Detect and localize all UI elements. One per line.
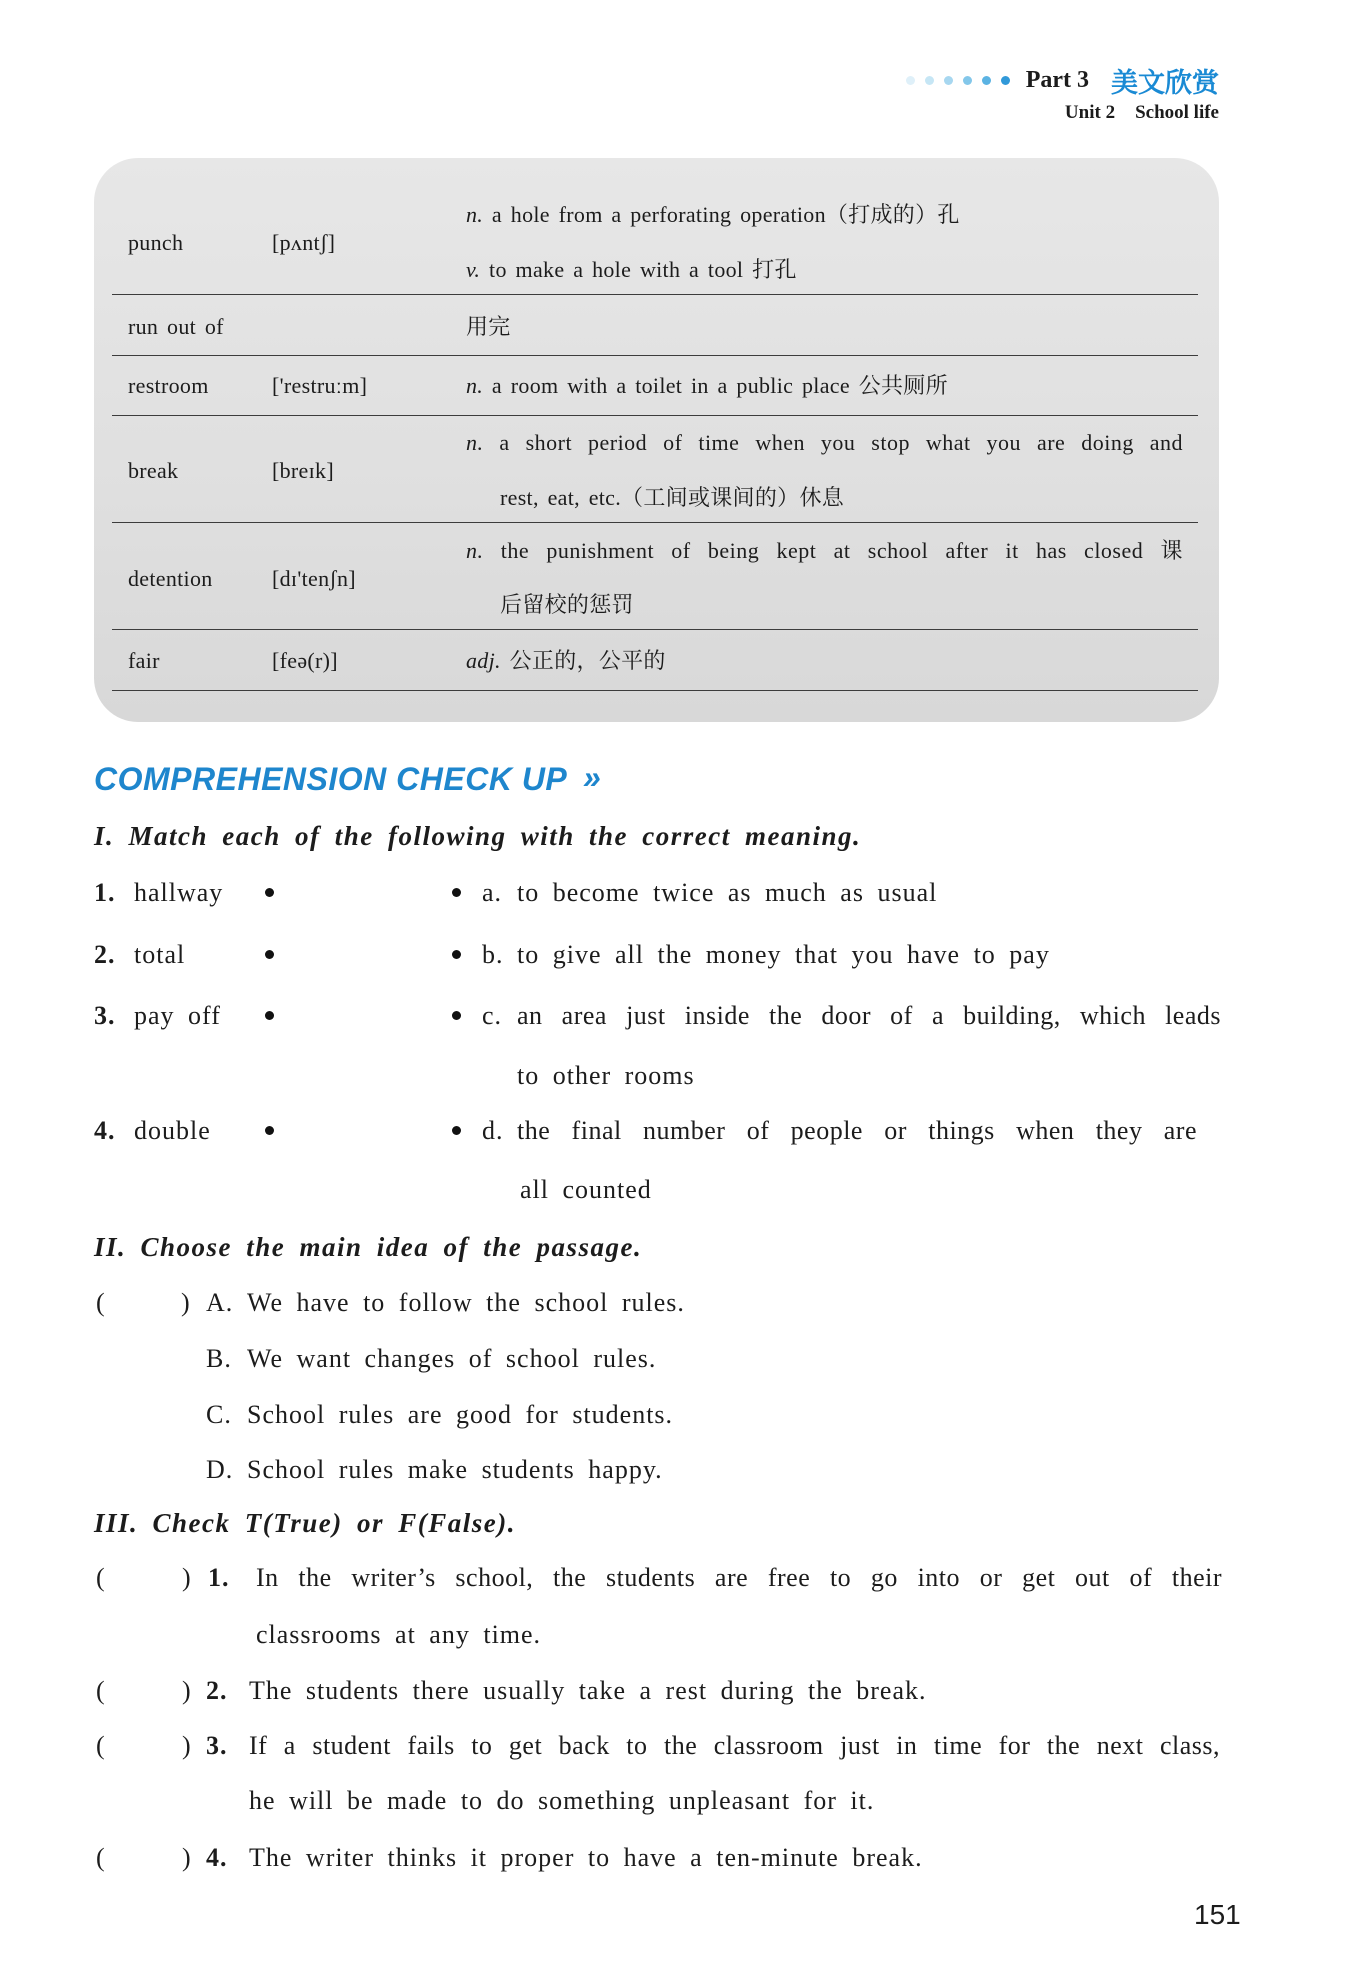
option-text: We want changes of school rules. [247,1344,657,1373]
definition-text: 后留校的惩罚 [500,592,634,617]
dot-icon [906,76,915,85]
dot-icon [925,76,934,85]
definition-text: a hole from a perforating operation（打成的）孔 [491,202,960,227]
option-text: We have to follow the school rules. [247,1288,685,1317]
page-header-top [906,62,1219,98]
double-chevron-icon: » [583,759,602,795]
statement-text: classrooms at any time. [256,1620,542,1649]
meaning-text: to other rooms [517,1061,695,1090]
option-text: School rules make students happy. [247,1455,663,1484]
match-term: pay off [134,1001,221,1030]
table-divider [112,355,1198,356]
definition-text: a room with a toilet in a public place 公共厕所 [491,373,948,398]
page-header-sub [1065,101,1219,125]
definition-text: to make a hole with a tool 打孔 [489,257,797,282]
vocab-word: detention [128,566,213,591]
answer-blank-close: ) [182,1843,192,1872]
dot-icon [963,76,972,85]
answer-blank-open: ( [96,1843,106,1872]
statement-text: The students there usually take a rest during the break. [249,1676,927,1705]
vocab-definition [466,201,960,229]
meaning-text: to give all the money that you have to pay [517,940,1050,969]
part-of-speech: v. [466,257,481,282]
match-dot-icon [452,950,461,959]
meaning-text: an area just inside the door of a building, which leads [517,1001,1221,1030]
vocab-word: fair [128,648,160,673]
section-title: I. Match each of the following with the correct meaning. [94,821,862,851]
option-letter: C. [206,1400,232,1429]
meaning-letter: b. [482,940,504,969]
vocab-definition [466,537,1183,565]
option-letter: A. [206,1288,234,1317]
answer-blank-open: ( [96,1676,106,1705]
item-number: 1. [94,878,116,907]
statement-text: The writer thinks it proper to have a ten-minute break. [249,1843,923,1872]
vocab-word: punch [128,230,184,255]
match-term: total [134,940,186,969]
vocab-definition [466,647,666,675]
part-of-speech: n. [466,430,484,455]
meaning-letter: a. [482,878,503,907]
meaning-text: the final number of people or things when they are [517,1116,1197,1145]
vocab-word: run out of [128,314,224,339]
option-letter: D. [206,1455,234,1484]
statement-text: he will be made to do something unpleasant for it. [249,1786,875,1815]
dot-icon [944,76,953,85]
decorative-dots [906,76,1010,85]
match-dot-icon [265,888,274,897]
definition-text: a short period of time when you stop what you are doing and [499,430,1183,455]
part-label: Part 3 [1025,66,1089,93]
section-title: III. Check T(True) or F(False). [94,1508,516,1538]
answer-blank-close: ) [182,1676,192,1705]
meaning-letter: c. [482,1001,503,1030]
part-of-speech: adj. [466,648,501,673]
part-of-speech: n. [466,202,484,227]
dot-icon [1001,76,1010,85]
option-letter: B. [206,1344,232,1373]
item-number: 3. [206,1731,228,1760]
page-number: 151 [1194,1899,1241,1930]
section-title: II. Choose the main idea of the passage. [94,1232,643,1262]
vocab-definition [466,256,797,284]
dot-icon [982,76,991,85]
definition-text: 用完 [466,314,511,339]
answer-blank-open: ( [96,1731,106,1760]
answer-blank-open: ( [96,1288,106,1317]
vocab-phonetic: [breɪk] [272,458,334,483]
match-dot-icon [452,888,461,897]
definition-text: the punishment of being kept at school after it has closed 课 [500,538,1184,563]
vocab-definition [466,429,1183,457]
definition-text: 公正的，公平的 [509,648,666,673]
meaning-text: to become twice as much as usual [517,878,938,907]
vocab-definition [500,591,634,619]
section-label: 美文欣赏 [1111,67,1219,99]
meaning-text: all counted [520,1175,652,1204]
table-divider [112,629,1198,630]
table-divider [112,690,1198,691]
table-divider [112,415,1198,416]
item-number: 3. [94,1001,116,1030]
comprehension-heading: COMPREHENSION CHECK UP [94,761,568,797]
topic-label: School life [1135,102,1219,123]
vocab-phonetic: [pʌntʃ] [272,230,336,255]
item-number: 2. [206,1676,228,1705]
match-dot-icon [265,950,274,959]
vocab-definition [466,372,948,400]
part-of-speech: n. [466,373,484,398]
definition-text: rest, eat, etc.（工间或课间的）休息 [500,485,845,510]
vocab-phonetic: ['restruːm] [272,373,368,398]
item-number: 2. [94,940,116,969]
statement-text: In the writer’s school, the students are free to go into or get out of their [256,1563,1222,1592]
vocab-definition [466,313,511,341]
match-dot-icon [265,1126,274,1135]
match-dot-icon [452,1126,461,1135]
part-of-speech: n. [466,538,484,563]
statement-text: If a student fails to get back to the classroom just in time for the next class, [249,1731,1220,1760]
table-divider [112,522,1198,523]
match-dot-icon [265,1011,274,1020]
match-dot-icon [452,1011,461,1020]
option-text: School rules are good for students. [247,1400,674,1429]
answer-blank-open: ( [96,1563,106,1592]
match-term: double [134,1116,211,1145]
vocab-word: restroom [128,373,209,398]
unit-label: Unit 2 [1064,102,1116,123]
answer-blank-close: ) [181,1288,191,1317]
vocab-phonetic: [dɪ'tenʃn] [272,566,356,591]
meaning-letter: d. [482,1116,504,1145]
item-number: 4. [206,1843,228,1872]
answer-blank-close: ) [182,1563,192,1592]
vocab-word: break [128,458,179,483]
vocab-definition [500,484,844,512]
vocab-phonetic: [feə(r)] [272,648,338,673]
item-number: 4. [94,1116,116,1145]
answer-blank-close: ) [182,1731,192,1760]
match-term: hallway [134,878,224,907]
table-divider [112,294,1198,295]
item-number: 1. [208,1563,230,1592]
